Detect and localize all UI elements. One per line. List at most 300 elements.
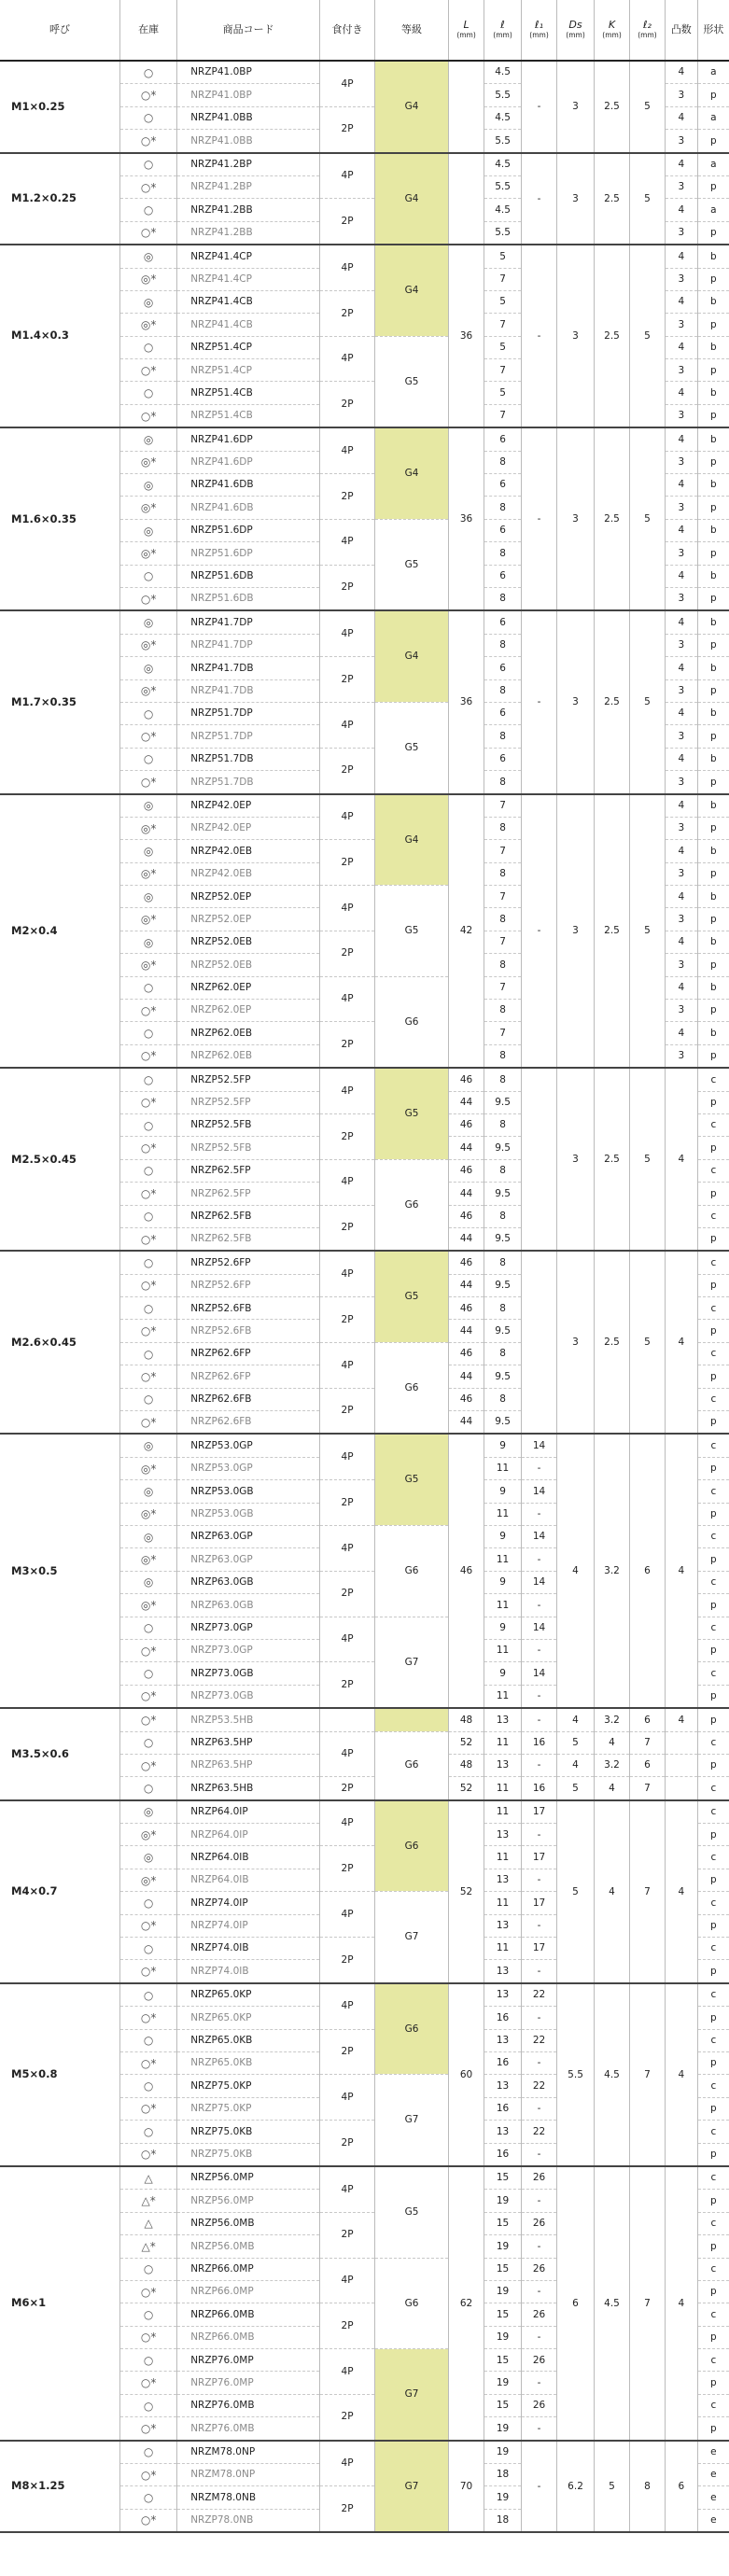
code-cell: NRZP52.0EB (177, 954, 320, 976)
shape-cell: p (697, 1137, 729, 1159)
col-l-cell: 7 (484, 268, 522, 290)
code-cell: NRZP75.0KB (177, 2143, 320, 2166)
stock-cell: ○* (120, 1044, 177, 1068)
cut-cell: 2P (320, 382, 375, 427)
col-Ds-cell: 6 (557, 2166, 595, 2441)
col-l-cell: 8 (484, 862, 522, 885)
col-l2-cell: 5 (629, 794, 665, 1069)
shape-cell: p (697, 314, 729, 336)
col-l-cell: 8 (484, 542, 522, 565)
col-K-cell: 4 (595, 1800, 630, 1983)
code-cell: NRZP62.0EP (177, 1000, 320, 1022)
cut-cell: 4P (320, 336, 375, 382)
stock-cell: ○* (120, 1365, 177, 1388)
shape-cell: p (697, 587, 729, 610)
col-l1-cell: - (522, 1685, 557, 1708)
stock-cell: ◎ (120, 610, 177, 634)
col-l1-cell: - (522, 1548, 557, 1571)
stock-cell: ○ (120, 1731, 177, 1754)
code-cell: NRZP76.0MP (177, 2372, 320, 2394)
col-l-cell: 9.5 (484, 1365, 522, 1388)
stock-cell: △* (120, 2190, 177, 2212)
code-cell: NRZP56.0MP (177, 2190, 320, 2212)
shape-cell: p (697, 862, 729, 885)
stock-cell: ○* (120, 1183, 177, 1205)
shape-cell: b (697, 702, 729, 724)
code-cell: NRZP64.0IP (177, 1824, 320, 1846)
code-cell: NRZP73.0GP (177, 1617, 320, 1639)
col-f-cell: 4 (665, 1022, 697, 1044)
shape-cell: c (697, 2075, 729, 2097)
header-shape: 形状 (697, 0, 729, 61)
code-cell: NRZP52.0EP (177, 908, 320, 931)
shape-cell: b (697, 382, 729, 404)
grade-cell: G5 (375, 886, 449, 977)
cut-cell: 4P (320, 153, 375, 199)
stock-cell: ○* (120, 1227, 177, 1251)
col-l-cell: 8 (484, 817, 522, 839)
code-cell: NRZP64.0IB (177, 1846, 320, 1869)
col-l1-cell: - (522, 2441, 557, 2533)
col-L-cell: 48 (449, 1754, 484, 1776)
code-cell: NRZP41.6DP (177, 427, 320, 451)
table-row (0, 1434, 729, 1457)
code-cell: NRZP62.6FB (177, 1388, 320, 1410)
code-cell: NRZP52.6FB (177, 1320, 320, 1342)
col-l2-cell: 7 (629, 1983, 665, 2166)
col-l-cell: 13 (484, 1708, 522, 1731)
stock-cell: ○ (120, 1342, 177, 1365)
grade-cell: G7 (375, 2441, 449, 2533)
stock-cell: ○ (120, 1297, 177, 1320)
code-cell: NRZP63.0GB (177, 1594, 320, 1617)
table-row (0, 1800, 729, 1824)
col-l-cell: 7 (484, 314, 522, 336)
code-cell: NRZP51.4CB (177, 404, 320, 427)
col-f-cell (665, 1731, 697, 1754)
code-cell: NRZP51.6DP (177, 542, 320, 565)
col-l-cell: 13 (484, 1914, 522, 1937)
col-l-cell: 19 (484, 2486, 522, 2509)
col-L-cell: 44 (449, 1320, 484, 1342)
col-l1-cell (522, 1068, 557, 1251)
stock-cell: ○* (120, 359, 177, 382)
code-cell: NRZP63.0GP (177, 1526, 320, 1548)
stock-cell: ◎* (120, 268, 177, 290)
col-l-cell: 15 (484, 2258, 522, 2280)
stock-cell: ◎ (120, 427, 177, 451)
shape-cell: p (697, 84, 729, 106)
code-cell: NRZP41.7DB (177, 679, 320, 702)
stock-cell: ○ (120, 2029, 177, 2051)
stock-cell: ○ (120, 1022, 177, 1044)
col-L-cell (449, 61, 484, 153)
col-f-cell: 4 (665, 1251, 697, 1434)
grade-cell: G6 (375, 1800, 449, 1892)
shape-cell: e (697, 2486, 729, 2509)
stock-cell: ◎ (120, 519, 177, 541)
code-cell: NRZP62.5FP (177, 1183, 320, 1205)
col-l1-cell: - (522, 2372, 557, 2394)
col-f-cell: 3 (665, 587, 697, 610)
call-cell: M2.6×0.45 (0, 1251, 120, 1434)
table-row (0, 61, 729, 84)
col-l-cell: 9.5 (484, 1227, 522, 1251)
table-row (0, 427, 729, 451)
shape-cell: p (697, 451, 729, 473)
cut-cell: 4P (320, 610, 375, 656)
cut-cell: 4P (320, 1159, 375, 1205)
shape-cell: p (697, 725, 729, 748)
col-Ds-cell: 4 (557, 1754, 595, 1776)
stock-cell: ◎ (120, 794, 177, 818)
code-cell: NRZP63.5HB (177, 1777, 320, 1800)
shape-cell: b (697, 657, 729, 679)
cut-cell: 4P (320, 1617, 375, 1662)
col-l1-cell: 26 (522, 2303, 557, 2326)
stock-cell: ○ (120, 1938, 177, 1960)
stock-cell: ○ (120, 2258, 177, 2280)
stock-cell: ○ (120, 2303, 177, 2326)
col-l2-cell: 6 (629, 1754, 665, 1776)
col-l1-cell: - (522, 794, 557, 1069)
table-row (0, 1708, 729, 1731)
col-Ds-cell: 4 (557, 1434, 595, 1708)
shape-cell: p (697, 817, 729, 839)
shape-cell: c (697, 1434, 729, 1457)
col-l1-cell: 26 (522, 2212, 557, 2234)
shape-cell: b (697, 1022, 729, 1044)
stock-cell: ○* (120, 771, 177, 794)
code-cell: NRZP75.0KP (177, 2097, 320, 2120)
col-K-cell: 2.5 (595, 153, 630, 245)
cut-cell: 2P (320, 1846, 375, 1892)
grade-cell: G6 (375, 1731, 449, 1800)
stock-cell: ○* (120, 2417, 177, 2441)
col-l-cell: 19 (484, 2372, 522, 2394)
col-l1-cell: - (522, 610, 557, 793)
col-l-cell: 13 (484, 1960, 522, 1983)
col-L-cell: 52 (449, 1731, 484, 1754)
cut-cell: 4P (320, 1342, 375, 1388)
col-L-cell: 46 (449, 1251, 484, 1274)
col-Ds-cell: 5 (557, 1777, 595, 1800)
col-f-cell: 4 (665, 1434, 697, 1708)
shape-cell: b (697, 886, 729, 908)
shape-cell: c (697, 1205, 729, 1227)
cut-cell: 4P (320, 2258, 375, 2303)
grade-cell: G4 (375, 245, 449, 336)
stock-cell: ◎* (120, 451, 177, 473)
spec-body (0, 61, 729, 2532)
code-cell: NRZM78.0NB (177, 2486, 320, 2509)
cut-cell: 4P (320, 1892, 375, 1938)
col-l1-cell: - (522, 61, 557, 153)
code-cell: NRZP52.0EP (177, 886, 320, 908)
shape-cell: c (697, 1983, 729, 2007)
header-l1-label: ℓ₁ (535, 19, 544, 32)
header-grade: 等級 (375, 0, 449, 61)
col-l-cell: 6 (484, 565, 522, 587)
col-l1-cell: - (522, 153, 557, 245)
col-Ds-cell: 3 (557, 245, 595, 427)
col-l-cell: 9 (484, 1434, 522, 1457)
col-l1-cell: - (522, 1708, 557, 1731)
cut-cell: 2P (320, 2212, 375, 2258)
stock-cell: ○* (120, 1274, 177, 1296)
col-f-cell: 3 (665, 725, 697, 748)
stock-cell: ◎* (120, 1869, 177, 1891)
code-cell: NRZP65.0KB (177, 2051, 320, 2074)
col-l-cell: 8 (484, 679, 522, 702)
col-f-cell: 4 (665, 1068, 697, 1251)
col-K-cell: 3.2 (595, 1434, 630, 1708)
col-K-cell: 4.5 (595, 2166, 630, 2441)
col-L-cell: 44 (449, 1274, 484, 1296)
code-cell: NRZP41.4CB (177, 314, 320, 336)
grade-cell: G5 (375, 702, 449, 793)
stock-cell: ○ (120, 1205, 177, 1227)
col-l2-cell: 5 (629, 1251, 665, 1434)
shape-cell: c (697, 1731, 729, 1754)
col-Ds-cell: 3 (557, 794, 595, 1069)
header-Ds-label: Ds (568, 19, 582, 32)
col-l1-cell: - (522, 1914, 557, 1937)
col-l1-cell: - (522, 1594, 557, 1617)
col-f-cell: 3 (665, 634, 697, 656)
col-l-cell: 6 (484, 748, 522, 770)
header-Ds-unit: (mm) (566, 31, 585, 39)
code-cell: NRZP41.0BP (177, 84, 320, 106)
cut-cell: 2P (320, 1938, 375, 1983)
col-l-cell: 13 (484, 1983, 522, 2007)
call-cell: M1.2×0.25 (0, 153, 120, 245)
col-L-cell: 48 (449, 1708, 484, 1731)
col-l-cell: 18 (484, 2464, 522, 2486)
shape-cell: p (697, 2051, 729, 2074)
stock-cell: ◎ (120, 1800, 177, 1824)
call-cell: M2×0.4 (0, 794, 120, 1069)
col-l1-cell: 22 (522, 2121, 557, 2143)
code-cell: NRZP66.0MP (177, 2280, 320, 2303)
stock-cell: ○ (120, 1388, 177, 1410)
col-l-cell: 19 (484, 2326, 522, 2348)
header-K-label: K (608, 19, 616, 32)
call-cell: M2.5×0.45 (0, 1068, 120, 1251)
col-L-cell (449, 153, 484, 245)
code-cell: NRZP75.0KP (177, 2075, 320, 2097)
col-l1-cell: - (522, 1457, 557, 1479)
code-cell: NRZP52.5FB (177, 1137, 320, 1159)
code-cell: NRZP51.7DB (177, 771, 320, 794)
code-cell: NRZP52.5FB (177, 1113, 320, 1136)
col-l1-cell: 14 (522, 1617, 557, 1639)
col-l1-cell: 22 (522, 1983, 557, 2007)
col-K-cell: 3.2 (595, 1708, 630, 1731)
col-l-cell: 8 (484, 1000, 522, 1022)
col-l2-cell: 7 (629, 1731, 665, 1754)
stock-cell: ◎ (120, 1526, 177, 1548)
col-L-cell: 44 (449, 1411, 484, 1435)
stock-cell: ◎* (120, 1503, 177, 1525)
grade-cell: G6 (375, 1983, 449, 2075)
code-cell: NRZP74.0IB (177, 1960, 320, 1983)
col-K-cell: 2.5 (595, 610, 630, 793)
col-l1-cell: 26 (522, 2258, 557, 2280)
code-cell: NRZP63.0GP (177, 1548, 320, 1571)
cut-cell: 2P (320, 748, 375, 793)
header-L-label: L (463, 19, 470, 32)
stock-cell: ◎ (120, 474, 177, 497)
col-l-cell: 15 (484, 2394, 522, 2416)
code-cell: NRZP52.5FP (177, 1091, 320, 1113)
col-l-cell: 13 (484, 2075, 522, 2097)
table-row (0, 2441, 729, 2464)
shape-cell: e (697, 2464, 729, 2486)
col-L-cell: 46 (449, 1342, 484, 1365)
col-l-cell: 11 (484, 1503, 522, 1525)
col-l1-cell: - (522, 2097, 557, 2120)
col-l-cell: 8 (484, 771, 522, 794)
col-Ds-cell: 4 (557, 1708, 595, 1731)
col-f-cell: 3 (665, 359, 697, 382)
shape-cell: p (697, 1685, 729, 1708)
grade-cell: G6 (375, 2258, 449, 2349)
col-L-cell: 46 (449, 1113, 484, 1136)
shape-cell: p (697, 2372, 729, 2394)
code-cell: NRZP41.2BP (177, 153, 320, 176)
col-l1-cell: 26 (522, 2166, 557, 2190)
col-l-cell: 11 (484, 1457, 522, 1479)
shape-cell: p (697, 634, 729, 656)
col-l-cell: 13 (484, 1824, 522, 1846)
stock-cell: ○* (120, 1320, 177, 1342)
shape-cell: a (697, 61, 729, 84)
shape-cell: c (697, 2394, 729, 2416)
col-K-cell: 2.5 (595, 427, 630, 610)
col-l-cell: 15 (484, 2166, 522, 2190)
col-l-cell: 15 (484, 2349, 522, 2372)
cut-cell: 4P (320, 1526, 375, 1572)
grade-cell: G5 (375, 2166, 449, 2258)
col-f-cell: 4 (665, 565, 697, 587)
shape-cell: c (697, 1342, 729, 1365)
col-L-cell: 46 (449, 1297, 484, 1320)
stock-cell: ○* (120, 2280, 177, 2303)
col-f-cell: 4 (665, 290, 697, 313)
stock-cell: ◎ (120, 657, 177, 679)
col-l-cell: 9.5 (484, 1183, 522, 1205)
shape-cell: a (697, 199, 729, 221)
header-Ds (557, 0, 595, 61)
stock-cell: ◎ (120, 1571, 177, 1593)
col-l2-cell: 5 (629, 61, 665, 153)
col-l2-cell: 5 (629, 610, 665, 793)
col-l1-cell: 26 (522, 2349, 557, 2372)
col-l-cell: 9.5 (484, 1091, 522, 1113)
col-f-cell: 4 (665, 427, 697, 451)
cut-cell: 4P (320, 1731, 375, 1777)
shape-cell: p (697, 404, 729, 427)
code-cell: NRZP63.5HP (177, 1754, 320, 1776)
stock-cell: ○* (120, 1914, 177, 1937)
stock-cell: △ (120, 2166, 177, 2190)
cut-cell (320, 1708, 375, 1731)
col-l-cell: 8 (484, 1044, 522, 1068)
col-f-cell: 3 (665, 497, 697, 519)
code-cell: NRZP41.6DP (177, 451, 320, 473)
cut-cell: 4P (320, 1434, 375, 1479)
shape-cell: c (697, 1938, 729, 1960)
shape-cell: p (697, 2190, 729, 2212)
stock-cell: ◎ (120, 1434, 177, 1457)
shape-cell: p (697, 1227, 729, 1251)
grade-cell: G4 (375, 610, 449, 702)
code-cell: NRZP41.2BP (177, 175, 320, 198)
shape-cell: c (697, 1297, 729, 1320)
stock-cell: ○* (120, 1754, 177, 1776)
col-l1-cell: 14 (522, 1480, 557, 1503)
col-Ds-cell: 3 (557, 427, 595, 610)
shape-cell: p (697, 1960, 729, 1983)
shape-cell: c (697, 1480, 729, 1503)
col-l1-cell: 14 (522, 1526, 557, 1548)
col-l1-cell: - (522, 2143, 557, 2166)
code-cell: NRZP62.0EB (177, 1022, 320, 1044)
col-Ds-cell: 6.2 (557, 2441, 595, 2533)
col-L-cell: 46 (449, 1205, 484, 1227)
shape-cell: c (697, 1526, 729, 1548)
shape-cell: p (697, 771, 729, 794)
col-f-cell: 3 (665, 451, 697, 473)
code-cell: NRZP51.7DB (177, 748, 320, 770)
header-K-unit: (mm) (602, 31, 622, 39)
col-l-cell: 18 (484, 2509, 522, 2532)
stock-cell: ○ (120, 2349, 177, 2372)
code-cell: NRZP41.7DP (177, 610, 320, 634)
cut-cell: 4P (320, 794, 375, 840)
col-L-cell: 44 (449, 1365, 484, 1388)
cut-cell: 4P (320, 976, 375, 1022)
cut-cell: 4P (320, 519, 375, 565)
col-L-cell: 46 (449, 1434, 484, 1708)
header-L-unit: (mm) (456, 31, 476, 39)
stock-cell: ◎ (120, 1846, 177, 1869)
code-cell: NRZP42.0EB (177, 840, 320, 862)
stock-cell: △* (120, 2235, 177, 2258)
col-l-cell: 15 (484, 2212, 522, 2234)
col-f-cell: 4 (665, 1708, 697, 1731)
col-l-cell: 11 (484, 1731, 522, 1754)
code-cell: NRZP53.0GB (177, 1503, 320, 1525)
shape-cell: p (697, 1365, 729, 1388)
col-l-cell: 11 (484, 1548, 522, 1571)
shape-cell: p (697, 130, 729, 153)
cut-cell: 2P (320, 199, 375, 245)
stock-cell: ◎ (120, 1480, 177, 1503)
code-cell: NRZP41.4CP (177, 245, 320, 268)
col-L-cell: 36 (449, 245, 484, 427)
shape-cell: c (697, 2166, 729, 2190)
col-l-cell: 11 (484, 1892, 522, 1914)
cut-cell: 4P (320, 245, 375, 290)
col-f-cell: 4 (665, 106, 697, 129)
shape-cell: c (697, 1617, 729, 1639)
col-l-cell: 9.5 (484, 1274, 522, 1296)
stock-cell: ○* (120, 587, 177, 610)
col-l-cell: 13 (484, 1754, 522, 1776)
col-L-cell: 62 (449, 2166, 484, 2441)
